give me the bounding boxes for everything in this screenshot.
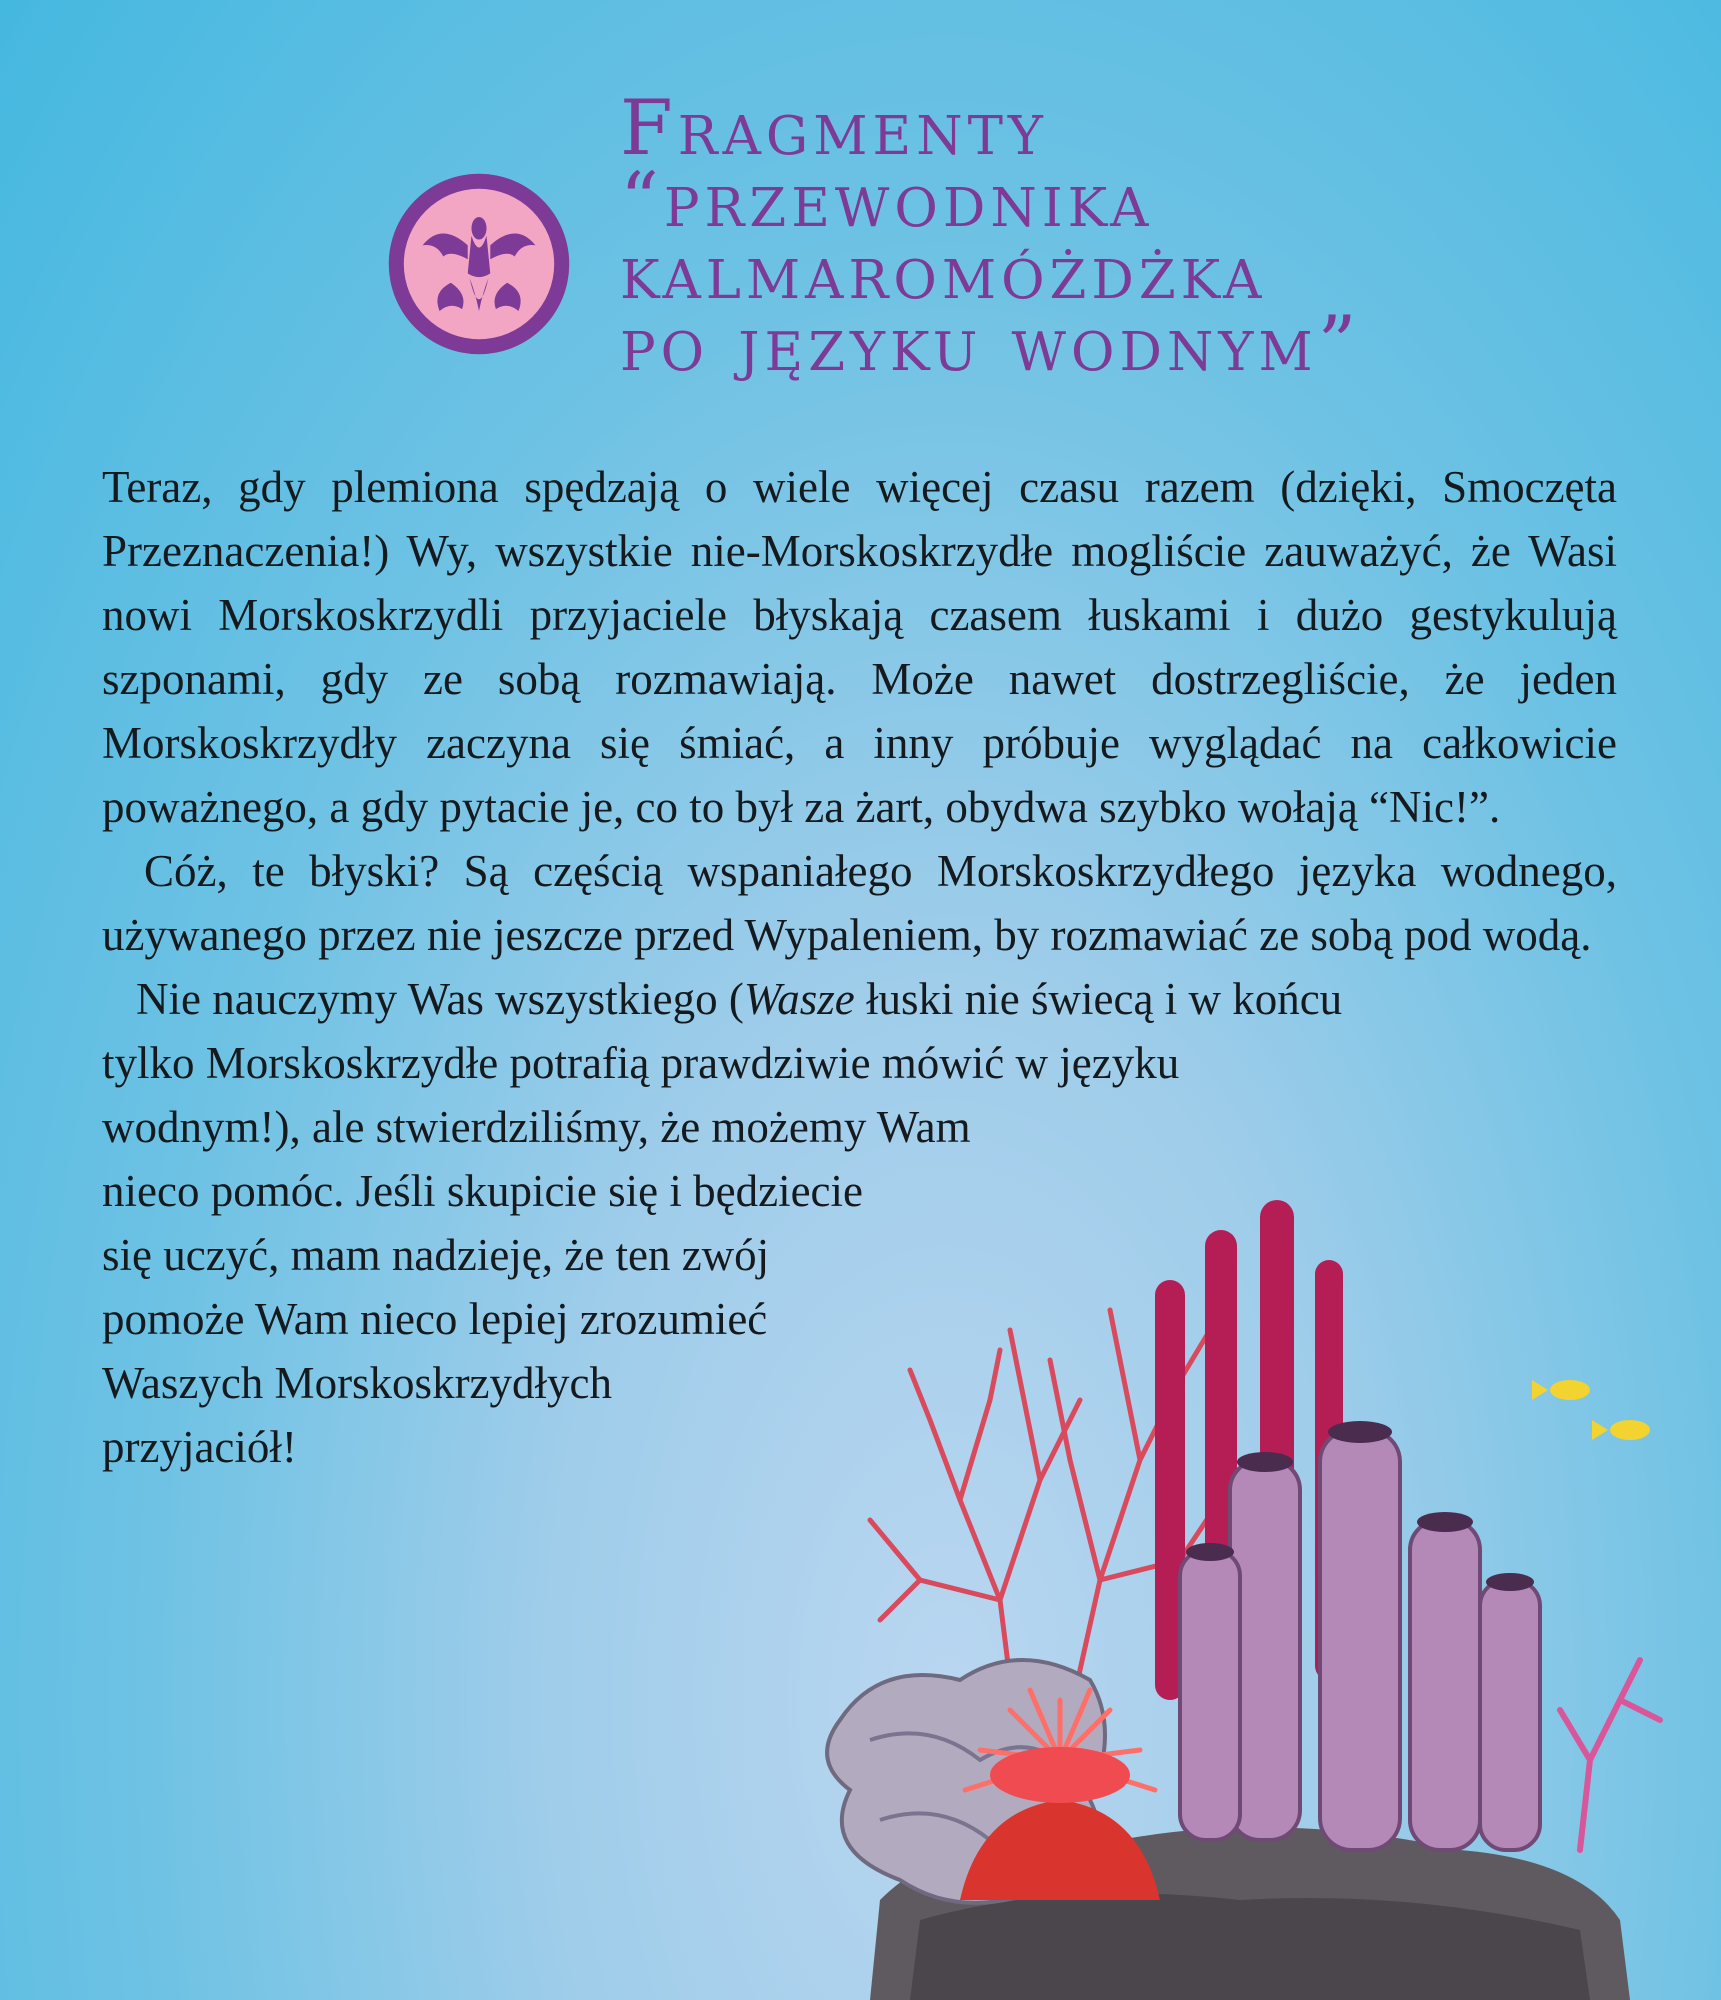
title-line: Fragmenty [620, 83, 1048, 172]
paragraph-3-line: się uczyć, mam nadzieję, że ten zwój [102, 1230, 770, 1280]
paragraph-3-line: wodnym!), ale stwierdziliśmy, że możemy Wam [102, 1102, 971, 1152]
paragraph-2: Cóż, te błyski? Są częścią wspaniałego Morskoskrzydłego języka wodnego, używanego przez nie jeszcze przed Wypaleniem, by rozmawiać ze sobą pod wodą. [102, 846, 1617, 960]
paragraph-3-intro-end: łuski nie świecą i w końcu [854, 974, 1343, 1024]
page-title [620, 83, 1680, 388]
title-line: po języku wodnym” [620, 299, 1362, 388]
title-line: “przewodnika [620, 155, 1154, 244]
paragraph-3-line: pomoże Wam nieco lepiej zrozumieć [102, 1294, 768, 1344]
italic-word: Wasze [743, 974, 855, 1024]
title-line: kalmaromóżdżka [620, 227, 1267, 316]
paragraph-3-intro: Nie nauczymy Was wszystkiego ( [136, 974, 744, 1024]
coral-reef-illustration [760, 1200, 1720, 2000]
paragraph-3-line: nieco pomóc. Jeśli skupicie się i będziecie [102, 1166, 864, 1216]
paragraph-1: Teraz, gdy plemiona spędzają o wiele więcej czasu razem (dzięki, Smoczęta Przeznaczenia!) Wy, wszystkie nie-Morskoskrzydłe mogliście zauważyć, że Wasi nowi Morskoskrzydli przyjaciele błyskają czasem łuskami i dużo gestykulują szponami, gdy ze sobą rozmawiają. Może nawet dostrzegliście, że jeden Morskoskrzydły zaczyna się śmiać, a inny próbuje wyglądać na całkowicie poważnego, a gdy pytacie je, co to był za żart, obydwa szybko wołają “Nic!”. [102, 462, 1617, 832]
paragraph-3-line: Waszych Morskoskrzydłych [102, 1358, 613, 1408]
paragraph-3-line: tylko Morskoskrzydłe potrafią prawdziwie mówić w języku [102, 1038, 1180, 1088]
seawing-emblem-icon [385, 170, 573, 358]
paragraph-3-line: przyjaciół! [102, 1422, 297, 1472]
